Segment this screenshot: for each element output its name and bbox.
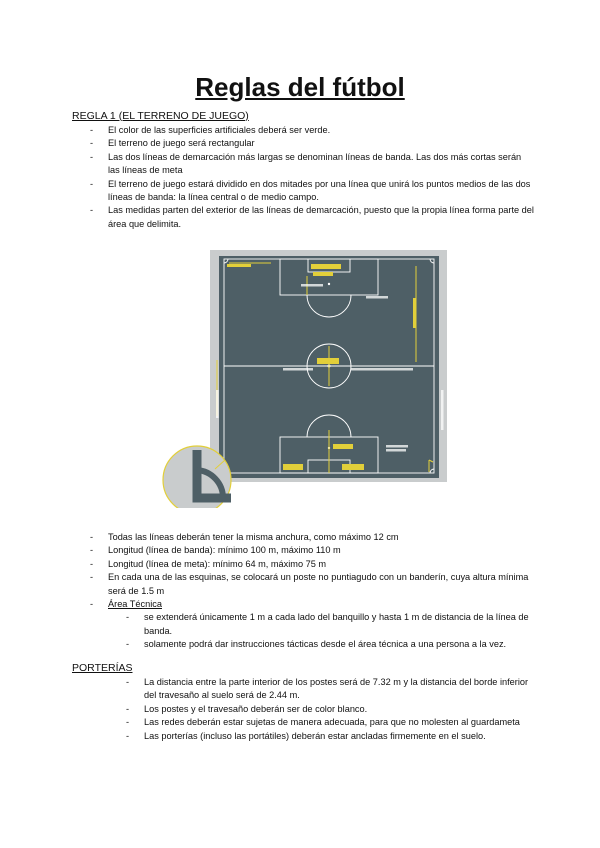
diagram-label	[386, 445, 408, 448]
penalty-spot	[328, 283, 330, 285]
diagram-label	[283, 368, 313, 371]
list-item: - Longitud (línea de meta): mínimo 64 m, máximo 75 m	[72, 558, 534, 571]
diagram-label	[311, 264, 341, 269]
rule1-list	[72, 124, 534, 231]
list-item: - Todas las líneas deberán tener la misma anchura, como máximo 12 cm	[72, 531, 534, 544]
list-item: - El color de las superficies artificiales deberá ser verde.	[72, 124, 534, 137]
porterias-heading: PORTERÍAS	[72, 662, 133, 674]
diagram-label	[313, 272, 333, 276]
list-item: - El terreno de juego será rectangular	[72, 137, 534, 150]
porterias-list	[108, 676, 534, 743]
diagram-label	[351, 368, 413, 371]
list-item: - Las porterías (incluso las portátiles) deberán estar ancladas firmemente en el suelo.	[108, 730, 534, 743]
rule1-list-2	[72, 531, 534, 652]
list-item: - Los postes y el travesaño deberán ser de color blanco.	[108, 703, 534, 716]
diagram-label	[386, 449, 406, 452]
page-title: Reglas del fútbol	[195, 72, 405, 102]
list-item: - se extenderá únicamente 1 m a cada lado del banquillo y hasta 1 m de distancia de la línea de banda.	[108, 611, 534, 638]
diagram-label	[366, 296, 388, 299]
list-item: - Longitud (línea de banda): mínimo 100 m, máximo 110 m	[72, 544, 534, 557]
list-item: - La distancia entre la parte interior de los postes será de 7.32 m y la distancia del borde inferior del travesaño al suelo será de 2.44 m.	[108, 676, 534, 703]
diagram-label	[283, 464, 303, 470]
diagram-label	[413, 298, 416, 328]
rule1-heading: REGLA 1 (EL TERRENO DE JUEGO)	[72, 110, 249, 122]
list-item: - Las medidas parten del exterior de las líneas de demarcación, puesto que la propia línea forma parte del área que delimita.	[72, 204, 534, 231]
diagram-label	[317, 358, 339, 364]
diagram-label	[227, 264, 251, 267]
diagram-label	[342, 464, 364, 470]
list-item: - En cada una de las esquinas, se colocará un poste no puntiagudo con un banderín, cuya altura mínima será de 1.5 m	[72, 571, 534, 598]
pitch-diagram	[161, 250, 447, 508]
list-item: - solamente podrá dar instrucciones tácticas desde el área técnica a una persona a la vez.	[108, 638, 534, 651]
list-item: - Las redes deberán estar sujetas de manera adecuada, para que no molesten al guardameta	[108, 716, 534, 729]
diagram-label	[301, 284, 323, 287]
list-item: - Las dos líneas de demarcación más largas se denominan líneas de banda. Las dos más cortas serán las líneas de meta	[72, 151, 534, 178]
area-tecnica-item	[72, 598, 534, 652]
corner-inset	[163, 446, 231, 508]
list-item: - El terreno de juego estará dividido en dos mitades por una línea que unirá los puntos medios de las dos líneas de banda: la línea central o de medio campo.	[72, 178, 534, 205]
area-tecnica-list	[108, 611, 534, 651]
diagram-label	[216, 390, 219, 418]
area-tecnica-label: Área Técnica	[108, 599, 162, 610]
diagram-label	[333, 444, 353, 449]
diagram-label	[441, 390, 444, 430]
